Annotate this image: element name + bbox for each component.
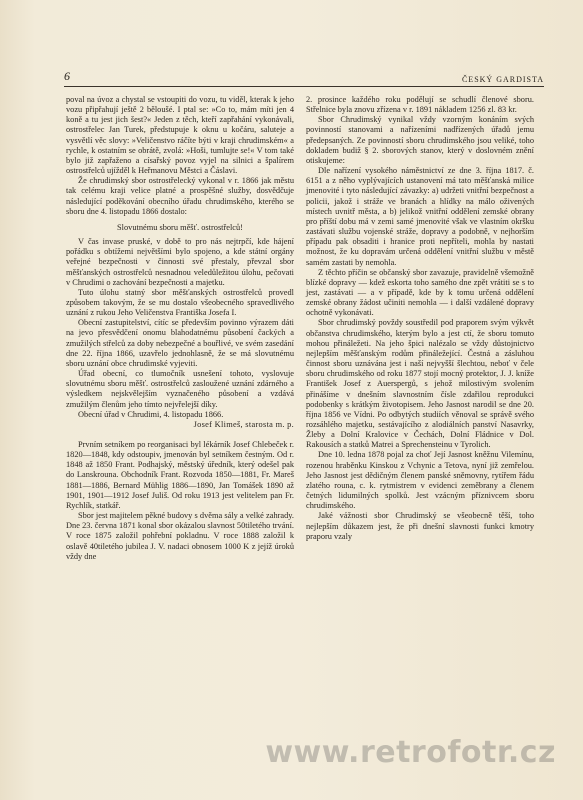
paragraph: Úřad obecní, co tlumočník usnešení tohoto, vyslovuje slovutnému sboru měšť. ostrostřelců zasloužené uznání zdárného a výsledkem nejskvělejším vyznačeného působení a vzdává zmužilým členům jeho tímto nejvřelejší díky. (66, 369, 294, 409)
paragraph: Obecní úřad v Chrudimi, 4. listopadu 1866. (78, 409, 224, 419)
paragraph: Slovutnému sboru měšť. ostrostřelců! (117, 222, 243, 232)
paragraph: Jaké vážnosti sbor Chrudimský se všeobecně těší, toho nejlepším důkazem jest, že při dnešní slavnosti funkci kmotry praporu vzaly (306, 511, 534, 541)
paragraph: Sbor jest majitelem pěkné budovy s dvěma sály a velké zahrady. Dne 23. června 1871 konal sbor okázalou slavnost 50tiletého trvání. V roce 1875 založil pohřební pokladnu. V roce 1888 založil k oslavě 40tiletého jubilea J. V. nadaci obnosem 1000 K z jejíž úroků vždy dne (66, 511, 294, 561)
paragraph: Z těchto příčin se občanský sbor zavazuje, pravidelně všemožně blízké dopravy — kdež eskorta toho samého dne zpět vrátiti se s to jest, zastávati — a v případě, kde by k tomu určená oddělení zemské obrany žádost učiniti nemohla — i další vzdálené dopravy ochotně vykonávati. (306, 267, 534, 318)
paragraph: Sbor Chrudimský vynikal vždy vzorným konáním svých povinností stanovami a nařízeními nadřízených úřadů jemu předepsaných. Ze povinností sboru chrudimského jsou veliké, toho dokladem budiž § 2. sborových stanov, který v doslovném znění otiskujeme: (306, 115, 534, 165)
paragraph: Obecní zastupitelství, cítíc se především povinno výrazem dáti na jevo přesvědčení onomu blahodatnému působení čackých a zmužilých střelců za doby nebezpečné a bouřlivé, ve svém zasedání dne 22. října 1866, uzavřelo jednohlasně, že se má slovutnému sboru uznání obce chrudimské vyjeviti. (66, 318, 294, 368)
paragraph: Josef Klimeš, starosta m. p. (193, 419, 294, 429)
site-watermark: www.retrofotr.cz (265, 735, 556, 770)
paragraph: Dle nařízení vysokého náměstnictví ze dne 3. října 1817. č. 6151 a z něho vyplývajících ustanovení má tato měšťanská milice jmenovité i tyto následující závazky: a) udržeti vnitřní bezpečnost a policii, jakož i stráže ve branách a hlídky na málo oživených místech uvnitř města, a b) jelikož vnitřní oddělení zemské obrany pro příští dobu má v zemi samé jmenovité však ve vlastním okršku zastávati službu vojenské stráže, dopravy a podobně, v nejhorším případu pak obsaditi i hranice proti nepříteli, mohla by nastati možnost, že ku dopravám určená oddělení vnitřní službu v městě samém zastati by nemohla. (306, 166, 534, 267)
header-rule (64, 86, 544, 87)
paragraph: Tuto úlohu statný sbor měšťanských ostrostřelců provedl způsobem takovým, že se mu dostalo všeobecného spravedlivého uznání z rukou Jeho Veličenstva Františka Josefa I. (66, 287, 294, 318)
paragraph: Sbor chrudimský povždy soustředil pod praporem svým výkvět občanstva chrudimského, kterým bylo a jest ctí, že sboru tomuto mohou přináležeti. Na jeho špici nalézalo se vždy důstojnictvo nejlepším měšťanským rodům přináležející. Čestná a zásluhou činnost sboru uznávána jest i naší nejvyšší šlechtou, neboť v čele sboru chrudimského od roku 1877 stojí mocný protektor, J. J. kníže František Josef z Auerspergů, s jehož milostivým svolením přinášíme v dnešním slavnostním čísle zdařilou reprodukci podobenky s krátkým životopisem. Jeho Jasnost narodil se dne 20. října 1856 ve Vídni. Po odbytých studiích věnoval se správě svého rozsáhlého majetku, sestávajícího z alodiálních panství Nasavrky, Žleby a Dolní Kralovice v Čechách, Dolní Fládnice v Dol. Rakousích a statků Matrei a Sprechensteinu v Tyrolich. (306, 318, 534, 450)
paragraph: V čas invase pruské, v době to pro nás nejtrpčí, kde hájení pořádku s obtížemi největšími bylo spojeno, a kde státní orgány veřejné bezpečnosti v činnosti své přestaly, převzal sbor měšťanských ostrostřelců nesnadnou veledůležitou úlohu, pečovati v Chrudimi o zachování bezpečnosti a majetku. (66, 237, 294, 287)
paragraph: 2. prosince každého roku podělují se schudlí členové sboru. Střelnice byla znovu zřízena v r. 1891 nákladem 1256 zl. 83 kr. (306, 95, 534, 115)
running-head: ČESKÝ GARDISTA (461, 75, 544, 84)
right-column (306, 95, 534, 542)
paragraph: Že chrudimský sbor ostrostřelecký vykonal v r. 1866 jak městu tak celému kraji velice platné a prospěšné služby, dosvědčuje následující poděkování obecního úřadu chrudimského, kterého se sboru dne 4. listopadu 1866 dostalo: (66, 176, 294, 216)
left-column (66, 95, 294, 562)
paragraph: Dne 10. ledna 1878 pojal za choť Její Jasnost kněžnu Vilemínu, rozenou hraběnku Kinskou z Vchynic a Tetova, nyní již zemřelou. Jeho Jasnost jest dědičným členem panské sněmovny, rytířem řádu zlatého rouna, c. k. rytmistrem v evidenci zeměbrany a členem četných lidumilných spolků. Jest vzácným příznivcem sboru chrudimského. (306, 450, 534, 511)
page-header (64, 70, 544, 84)
page-number: 6 (64, 69, 70, 83)
paragraph: Prvním setníkem po reorganisaci byl lékárník Josef Chlebeček r. 1820—1848, kdy odstoupiv, jmenován byl setníkem čestným. Od r. 1848 až 1850 Frant. Podhajský, městský úředník, který odešel pak do Lanskrouna. Obchodník Frant. Rozvoda 1850—1881, Fr. Mareš 1881—1886, Bernard Mühlig 1886—1890, Jan Tomášek 1890 až 1901, 1901—1912 Josef Juliš. Od roku 1913 jest velitelem pan Fr. Rychlík, statkář. (66, 440, 294, 510)
paragraph: poval na úvoz a chystal se vstoupiti do vozu, tu viděl, kterak k jeho vozu připřahují ještě 2 běloušé. I ptal se: »Co to, mám míti jen 4 koně a tu jest jich šest?« Jeden z těch, kteří zapřahání vykonávali, ostrostřelec Jan Turek, předstupuje k oknu u kočáru, saluteje a vysvětlí věc slovy: »Veličenstvo ráčíte býti v kraji chrudimském« a rychle, k ostatním se obrátě, zvolá: »Hoši, tumlujte se!« V tom také bylo již zapřaženo a císařský povoz vyjel na silnici a špalírem ostrostřelců ujížděl k Heřmanovu Městci a Čáslavi. (66, 95, 294, 176)
